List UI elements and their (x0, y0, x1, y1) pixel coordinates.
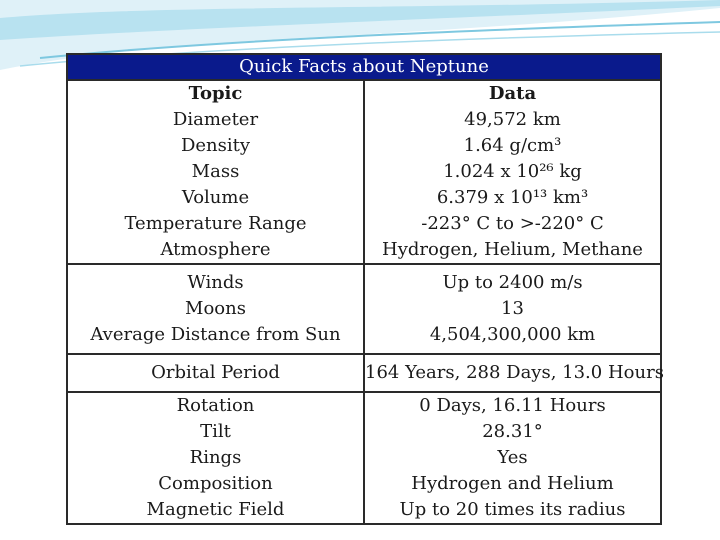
topic-text: Moons (185, 298, 246, 319)
table-title: Quick Facts about Neptune (67, 54, 661, 80)
topic-text: Composition (158, 473, 273, 494)
title-row (67, 54, 661, 80)
data-text: Yes (497, 447, 528, 468)
topic-text: Winds (187, 272, 244, 293)
data-cell (364, 264, 661, 354)
topic-text: Atmosphere (160, 239, 271, 260)
table-row (67, 264, 661, 354)
topic-text: Rotation (176, 395, 255, 416)
table-row (67, 80, 661, 264)
table-row (67, 392, 661, 524)
data-text: 6.379 x 10¹³ km³ (436, 187, 589, 208)
topic-header: Topic (188, 83, 243, 104)
data-text: 49,572 km (464, 109, 561, 130)
data-text: 28.31° (482, 421, 543, 442)
data-cell (364, 80, 661, 264)
data-text: Hydrogen, Helium, Methane (382, 239, 643, 260)
topic-cell (67, 392, 364, 524)
topic-text: Temperature Range (124, 213, 307, 234)
topic-cell (67, 264, 364, 354)
table-row (67, 354, 661, 392)
data-text: 0 Days, 16.11 Hours (419, 395, 606, 416)
topic-text: Tilt (200, 421, 231, 442)
data-text: -223° C to >-220° C (421, 213, 604, 234)
topic-text: Average Distance from Sun (90, 324, 341, 345)
data-cell (364, 354, 664, 392)
topic-text: Orbital Period (151, 362, 280, 383)
topic-text: Diameter (172, 109, 259, 130)
topic-text: Volume (181, 187, 250, 208)
neptune-facts-table (66, 53, 662, 525)
data-text: 4,504,300,000 km (429, 324, 596, 345)
data-text: Up to 20 times its radius (399, 499, 626, 520)
data-text: 164 Years, 288 Days, 13.0 Hours (365, 362, 664, 383)
topic-cell (67, 354, 364, 392)
topic-text: Magnetic Field (146, 499, 285, 520)
topic-text: Mass (191, 161, 240, 182)
topic-text: Density (180, 135, 251, 156)
data-cell (364, 392, 661, 524)
data-text: Hydrogen and Helium (411, 473, 614, 494)
data-text: 1.024 x 10²⁶ kg (443, 161, 582, 182)
topic-text: Rings (189, 447, 242, 468)
topic-cell (67, 80, 364, 264)
data-text: Up to 2400 m/s (442, 272, 583, 293)
data-header: Data (488, 83, 537, 104)
data-text: 1.64 g/cm³ (463, 135, 562, 156)
data-text: 13 (501, 298, 524, 319)
